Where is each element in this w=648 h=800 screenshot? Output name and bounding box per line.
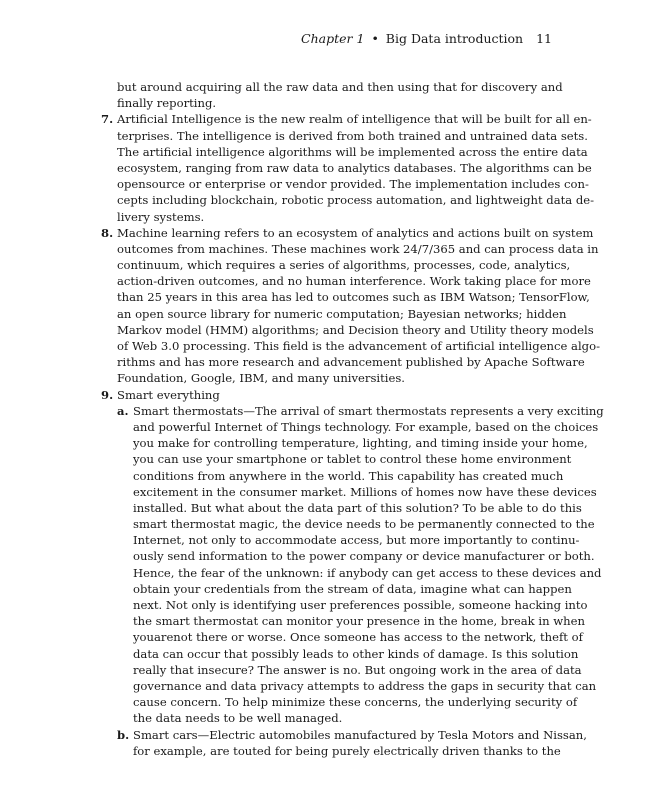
continuation-paragraph <box>117 79 577 111</box>
text-line: The artificial intelligence algorithms will be implemented across the entire data <box>117 144 588 159</box>
text-line: Smart thermostats—The arrival of smart thermostats represents a very exciting <box>133 403 604 418</box>
chapter-title: Big Data introduction <box>385 31 524 46</box>
text-line: of Web 3.0 processing. This field is the advancement of artificial intelligence algo- <box>117 339 600 353</box>
text-line: data can occur that possibly leads to other kinds of damage. Is this solution <box>133 646 579 661</box>
text-line: Smart cars—Electric automobiles manufactured by Tesla Motors and Nissan, <box>133 727 587 742</box>
text-line: you can use your smartphone or tablet to control these home environment <box>133 452 572 467</box>
text-line: Internet, not only to accommodate access, but more importantly to continu- <box>133 533 580 548</box>
text-line: opensource or enterprise or vendor provided. The implementation includes con- <box>117 177 589 192</box>
text-line: an open source library for numeric computation; Bayesian networks; hidden <box>117 306 567 321</box>
sub-item-a <box>117 403 604 727</box>
list-number: 9. <box>101 387 114 402</box>
text-line: really that insecure? The answer is no. But ongoing work in the area of data <box>133 662 582 677</box>
text-line: action-driven outcomes, and no human interference. Work taking place for more <box>117 274 591 289</box>
sub-item-b <box>117 727 587 759</box>
text-line: Smart everything <box>117 387 220 402</box>
text-line: and powerful Internet of Things technology. For example, based on the choices <box>133 419 599 434</box>
list-item-9 <box>101 387 604 759</box>
text-line: you make for controlling temperature, lighting, and timing inside your home, <box>133 436 588 451</box>
text-line: conditions from anywhere in the world. This capability has created much <box>133 468 564 483</box>
text-line: Hence, the fear of the unknown: if anybody can get access to these devices and <box>133 565 602 580</box>
text-line: the data needs to be well managed. <box>133 711 343 726</box>
text-line: cause concern. To help minimize these concerns, the underlying security of <box>133 695 578 710</box>
text-line: finally reporting. <box>117 96 217 111</box>
text-line: terprises. The intelligence is derived from both trained and untrained data sets. <box>117 128 588 143</box>
text-line: livery systems. <box>117 209 205 224</box>
text-line: next. Not only is identifying user preferences possible, someone hacking into <box>133 598 588 612</box>
text-line: but around acquiring all the raw data and then using that for discovery and <box>117 80 563 94</box>
text-line: Machine learning refers to an ecosystem of analytics and actions built on system <box>117 225 594 240</box>
text-line: cepts including blockchain, robotic process automation, and lightweight data de- <box>117 193 595 208</box>
list-number: 8. <box>101 225 114 240</box>
sub-item-letter: a. <box>117 403 129 418</box>
text-line: for example, are touted for being purely electrically driven thanks to the <box>133 743 561 758</box>
text-line: rithms and has more research and advancement published by Apache Software <box>117 355 585 370</box>
text-line: excitement in the consumer market. Millions of homes now have these devices <box>133 484 597 499</box>
text-line: Artificial Intelligence is the new realm of intelligence that will be built for all en- <box>117 112 592 127</box>
text-line: outcomes from machines. These machines work 24/7/365 and can process data in <box>117 241 599 256</box>
list-number: 7. <box>101 112 114 127</box>
text-line: the smart thermostat can monitor your presence in the home, break in when <box>133 614 585 629</box>
list-item-8 <box>101 225 600 387</box>
text-line: than 25 years in this area has led to outcomes such as IBM Watson; TensorFlow, <box>117 290 590 305</box>
sub-item-letter: b. <box>117 727 130 742</box>
text-line: youarenot there or worse. Once someone has access to the network, theft of <box>133 630 583 645</box>
list-item-7 <box>101 111 595 224</box>
page-body <box>101 79 604 759</box>
text-line: ously send information to the power company or device manufacturer or both. <box>133 549 595 564</box>
text-line: ecosystem, ranging from raw data to analytics databases. The algorithms can be <box>117 160 592 175</box>
page-number: 11 <box>536 31 552 46</box>
text-line: smart thermostat magic, the device needs to be permanently connected to the <box>133 517 595 532</box>
text-line: installed. But what about the data part of this solution? To be able to do this <box>133 500 582 515</box>
chapter-label: Chapter 1 <box>301 31 365 46</box>
running-header <box>301 31 552 46</box>
text-line: continuum, which requires a series of algorithms, processes, code, analytics, <box>117 258 571 273</box>
text-line: governance and data privacy attempts to address the gaps in security that can <box>133 678 597 693</box>
text-line: obtain your credentials from the stream of data, imagine what can happen <box>133 581 572 596</box>
header-separator: • <box>371 31 379 46</box>
text-line: Foundation, Google, IBM, and many universities. <box>117 371 405 386</box>
text-line: Markov model (HMM) algorithms; and Decision theory and Utility theory models <box>117 322 594 337</box>
